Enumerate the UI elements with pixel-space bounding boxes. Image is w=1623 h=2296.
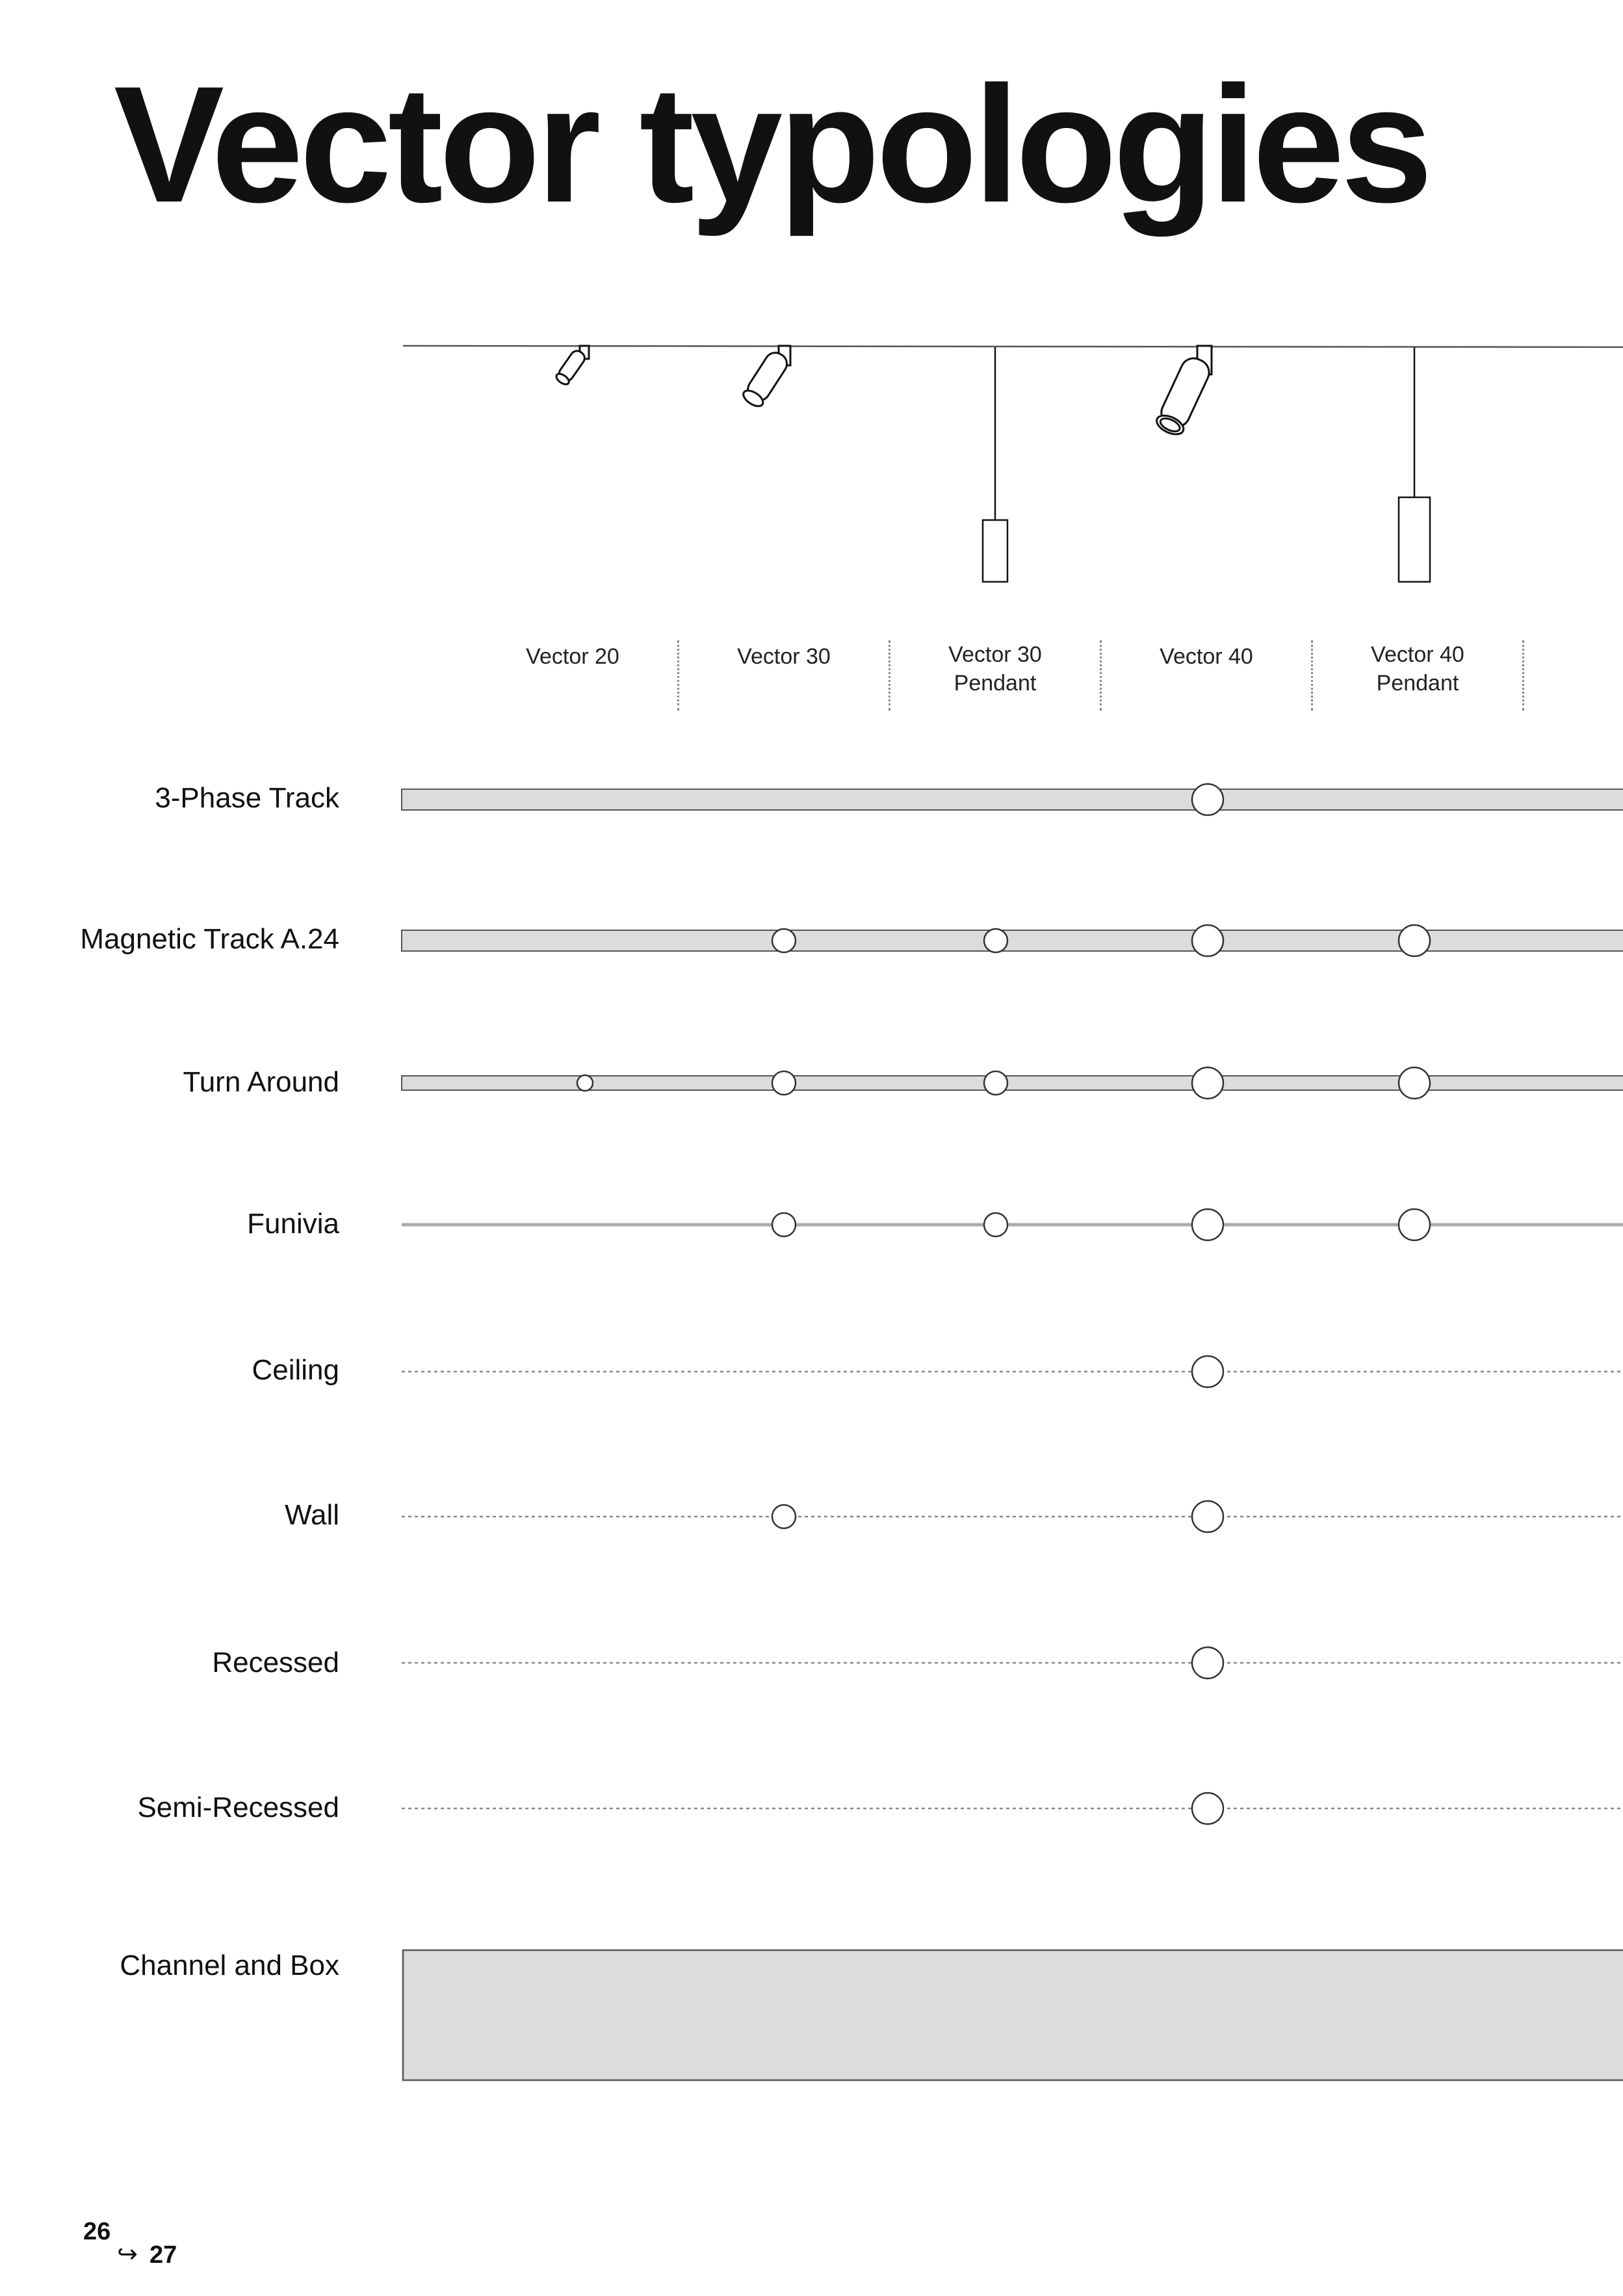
row-label-channel-and-box: Channel and Box [120,1950,339,1981]
column-label-line2: Pendant [954,671,1037,696]
availability-dot [1399,1209,1430,1240]
availability-dot [984,1213,1007,1236]
availability-dot [1192,1209,1223,1240]
column-label-line2: Pendant [1376,671,1459,696]
track-bar [402,789,1623,810]
column-separator [889,640,890,711]
column-separator [1100,640,1102,711]
row-label-3-phase-track: 3-Phase Track [155,782,339,814]
column-label-vector-30-pendant [898,640,1093,698]
column-label-line1: Vector 40 [1160,644,1253,669]
availability-dot [1192,784,1223,815]
channel-box [403,1950,1623,2080]
row-label-turn-around: Turn Around [183,1066,339,1098]
page-number-current: 26 [83,2218,111,2245]
availability-dot [1192,1793,1223,1824]
vector-40-pendant-icon [1399,347,1430,582]
column-separator [1311,640,1313,711]
vector-20-spotlight-icon [554,346,589,386]
availability-dot [772,1213,796,1236]
availability-dot [1192,1067,1223,1099]
availability-dot [772,1071,796,1095]
next-page-arrow-icon: ↪ [117,2241,138,2268]
vector-30-spotlight-icon [741,346,791,410]
row-label-funivia: Funivia [247,1208,339,1240]
availability-dot [984,929,1007,952]
row-label-wall: Wall [285,1499,339,1531]
row-label-semi-recessed: Semi-Recessed [137,1792,339,1823]
row-label-recessed: Recessed [212,1647,339,1678]
availability-dot [772,1505,796,1528]
availability-dot [1192,1356,1223,1387]
availability-dot [1399,1067,1430,1099]
row-label-ceiling: Ceiling [252,1354,339,1386]
availability-dot [577,1075,593,1091]
column-label-vector-30 [686,642,881,671]
vector-40-spotlight-icon [1154,346,1213,438]
vector-30-pendant-icon [983,347,1007,582]
availability-dot [1192,925,1223,956]
track-bar [402,930,1623,951]
page-number-next: 27 [149,2241,177,2269]
column-label-line1: Vector 30 [948,642,1042,667]
column-label-line1: Vector 20 [526,644,619,669]
column-label-vector-20 [475,642,670,671]
column-separator [1522,640,1524,711]
page-title: Vector typologies [114,52,1429,237]
column-label-vector-40 [1109,642,1304,671]
availability-dot [1192,1501,1223,1532]
availability-dot [772,929,796,952]
availability-dot [1192,1647,1223,1678]
rows-layer [402,784,1623,2080]
availability-dot [1399,925,1430,956]
row-label-magnetic-track: Magnetic Track A.24 [80,923,339,955]
column-label-vector-40-pendant [1320,640,1515,698]
column-label-line1: Vector 30 [737,644,831,669]
column-label-line1: Vector 40 [1371,642,1464,667]
column-separator [677,640,679,711]
availability-dot [984,1071,1007,1095]
